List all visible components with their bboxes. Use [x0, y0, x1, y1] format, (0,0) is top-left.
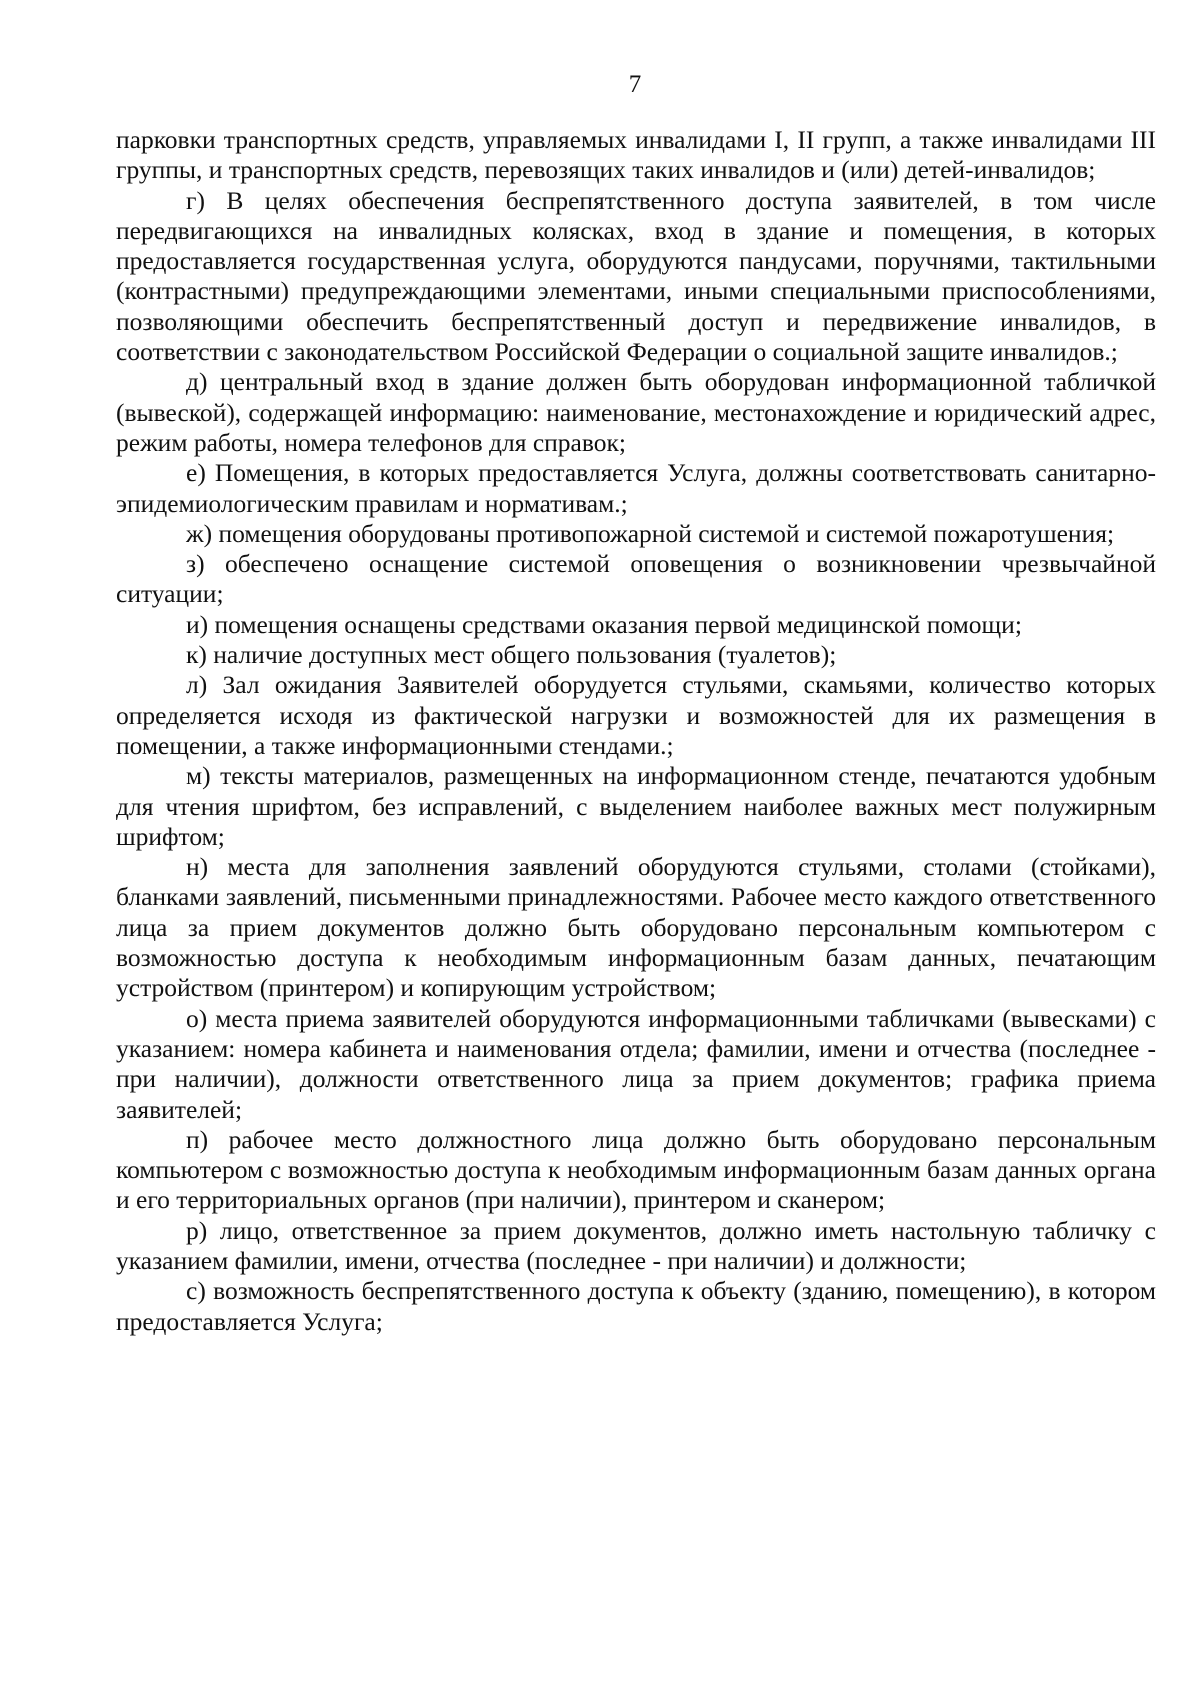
- paragraph-item-e: е) Помещения, в которых предоставляется Услуга, должны соответствовать санитарно-эпидемиологическим правилам и нормативам.;: [116, 458, 1156, 518]
- paragraph-item-s: с) возможность беспрепятственного доступа к объекту (зданию, помещению), в котором предоставляется Услуга;: [116, 1276, 1156, 1336]
- paragraph-item-p: п) рабочее место должностного лица должно быть оборудовано персональным компьютером с возможностью доступа к необходимым информационным базам данных органа и его территориальных органов (при наличии), принтером и сканером;: [116, 1124, 1156, 1215]
- paragraph-item-i: и) помещения оснащены средствами оказания первой медицинской помощи;: [186, 609, 1022, 639]
- paragraph-continuation: парковки транспортных средств, управляемых инвалидами I, II групп, а также инвалидами III группы, и транспортных средств, перевозящих таких инвалидов и (или) детей-инвалидов;: [116, 125, 1156, 185]
- paragraph-item-l: л) Зал ожидания Заявителей оборудуется стульями, скамьями, количество которых определяется исходя из фактической нагрузки и возможностей для их размещения в помещении, а также информационными стендами.;: [116, 670, 1156, 760]
- paragraph-item-m: м) тексты материалов, размещенных на информационном стенде, печатаются удобным для чтения шрифтом, без исправлений, с выделением наиболее важных мест полужирным шрифтом;: [116, 761, 1156, 851]
- page-number: 7: [628, 71, 642, 98]
- paragraph-item-d: д) центральный вход в здание должен быть оборудован информационной табличкой (вывеской), содержащей информацию: наименование, местонахождение и юридический адрес, режим работы, номера телефонов для справок;: [116, 367, 1156, 457]
- paragraph-item-g: г) В целях обеспечения беспрепятственного доступа заявителей, в том числе передвигающихся на инвалидных колясках, вход в здание и помещения, в которых предоставляется государственная услуга, оборудуются пандусами, поручнями, тактильными (контрастными) предупреждающими элементами, иными специальными приспособлениями, позволяющими обеспечить беспрепятственный доступ и передвижение инвалидов, в соответствии с законодательством Российской Федерации о социальной защите инвалидов.;: [116, 185, 1156, 367]
- paragraph-item-r: р) лицо, ответственное за прием документов, должно иметь настольную табличку с указанием фамилии, имени, отчества (последнее - при наличии) и должности;: [116, 1215, 1156, 1275]
- paragraph-item-n: н) места для заполнения заявлений оборудуются стульями, столами (стойками), бланками заявлений, письменными принадлежностями. Рабочее место каждого ответственного лица за прием документов должно быть оборудовано персональным компьютером с возможностью доступа к необходимым информационным базам данных, печатающим устройством (принтером) и копирующим устройством;: [116, 852, 1156, 1003]
- paragraph-item-o: о) места приема заявителей оборудуются информационными табличками (вывесками) с указанием: номера кабинета и наименования отдела; фамилии, имени и отчества (последнее - при наличии), должности ответственного лица за прием документов; графика приема заявителей;: [116, 1003, 1156, 1124]
- paragraph-item-k: к) наличие доступных мест общего пользования (туалетов);: [186, 640, 837, 670]
- document-body: [116, 125, 1156, 1337]
- paragraph-item-z: з) обеспечено оснащение системой оповещения о возникновении чрезвычайной ситуации;: [116, 549, 1156, 609]
- paragraph-item-zh: ж) помещения оборудованы противопожарной системой и системой пожаротушения;: [186, 518, 1115, 548]
